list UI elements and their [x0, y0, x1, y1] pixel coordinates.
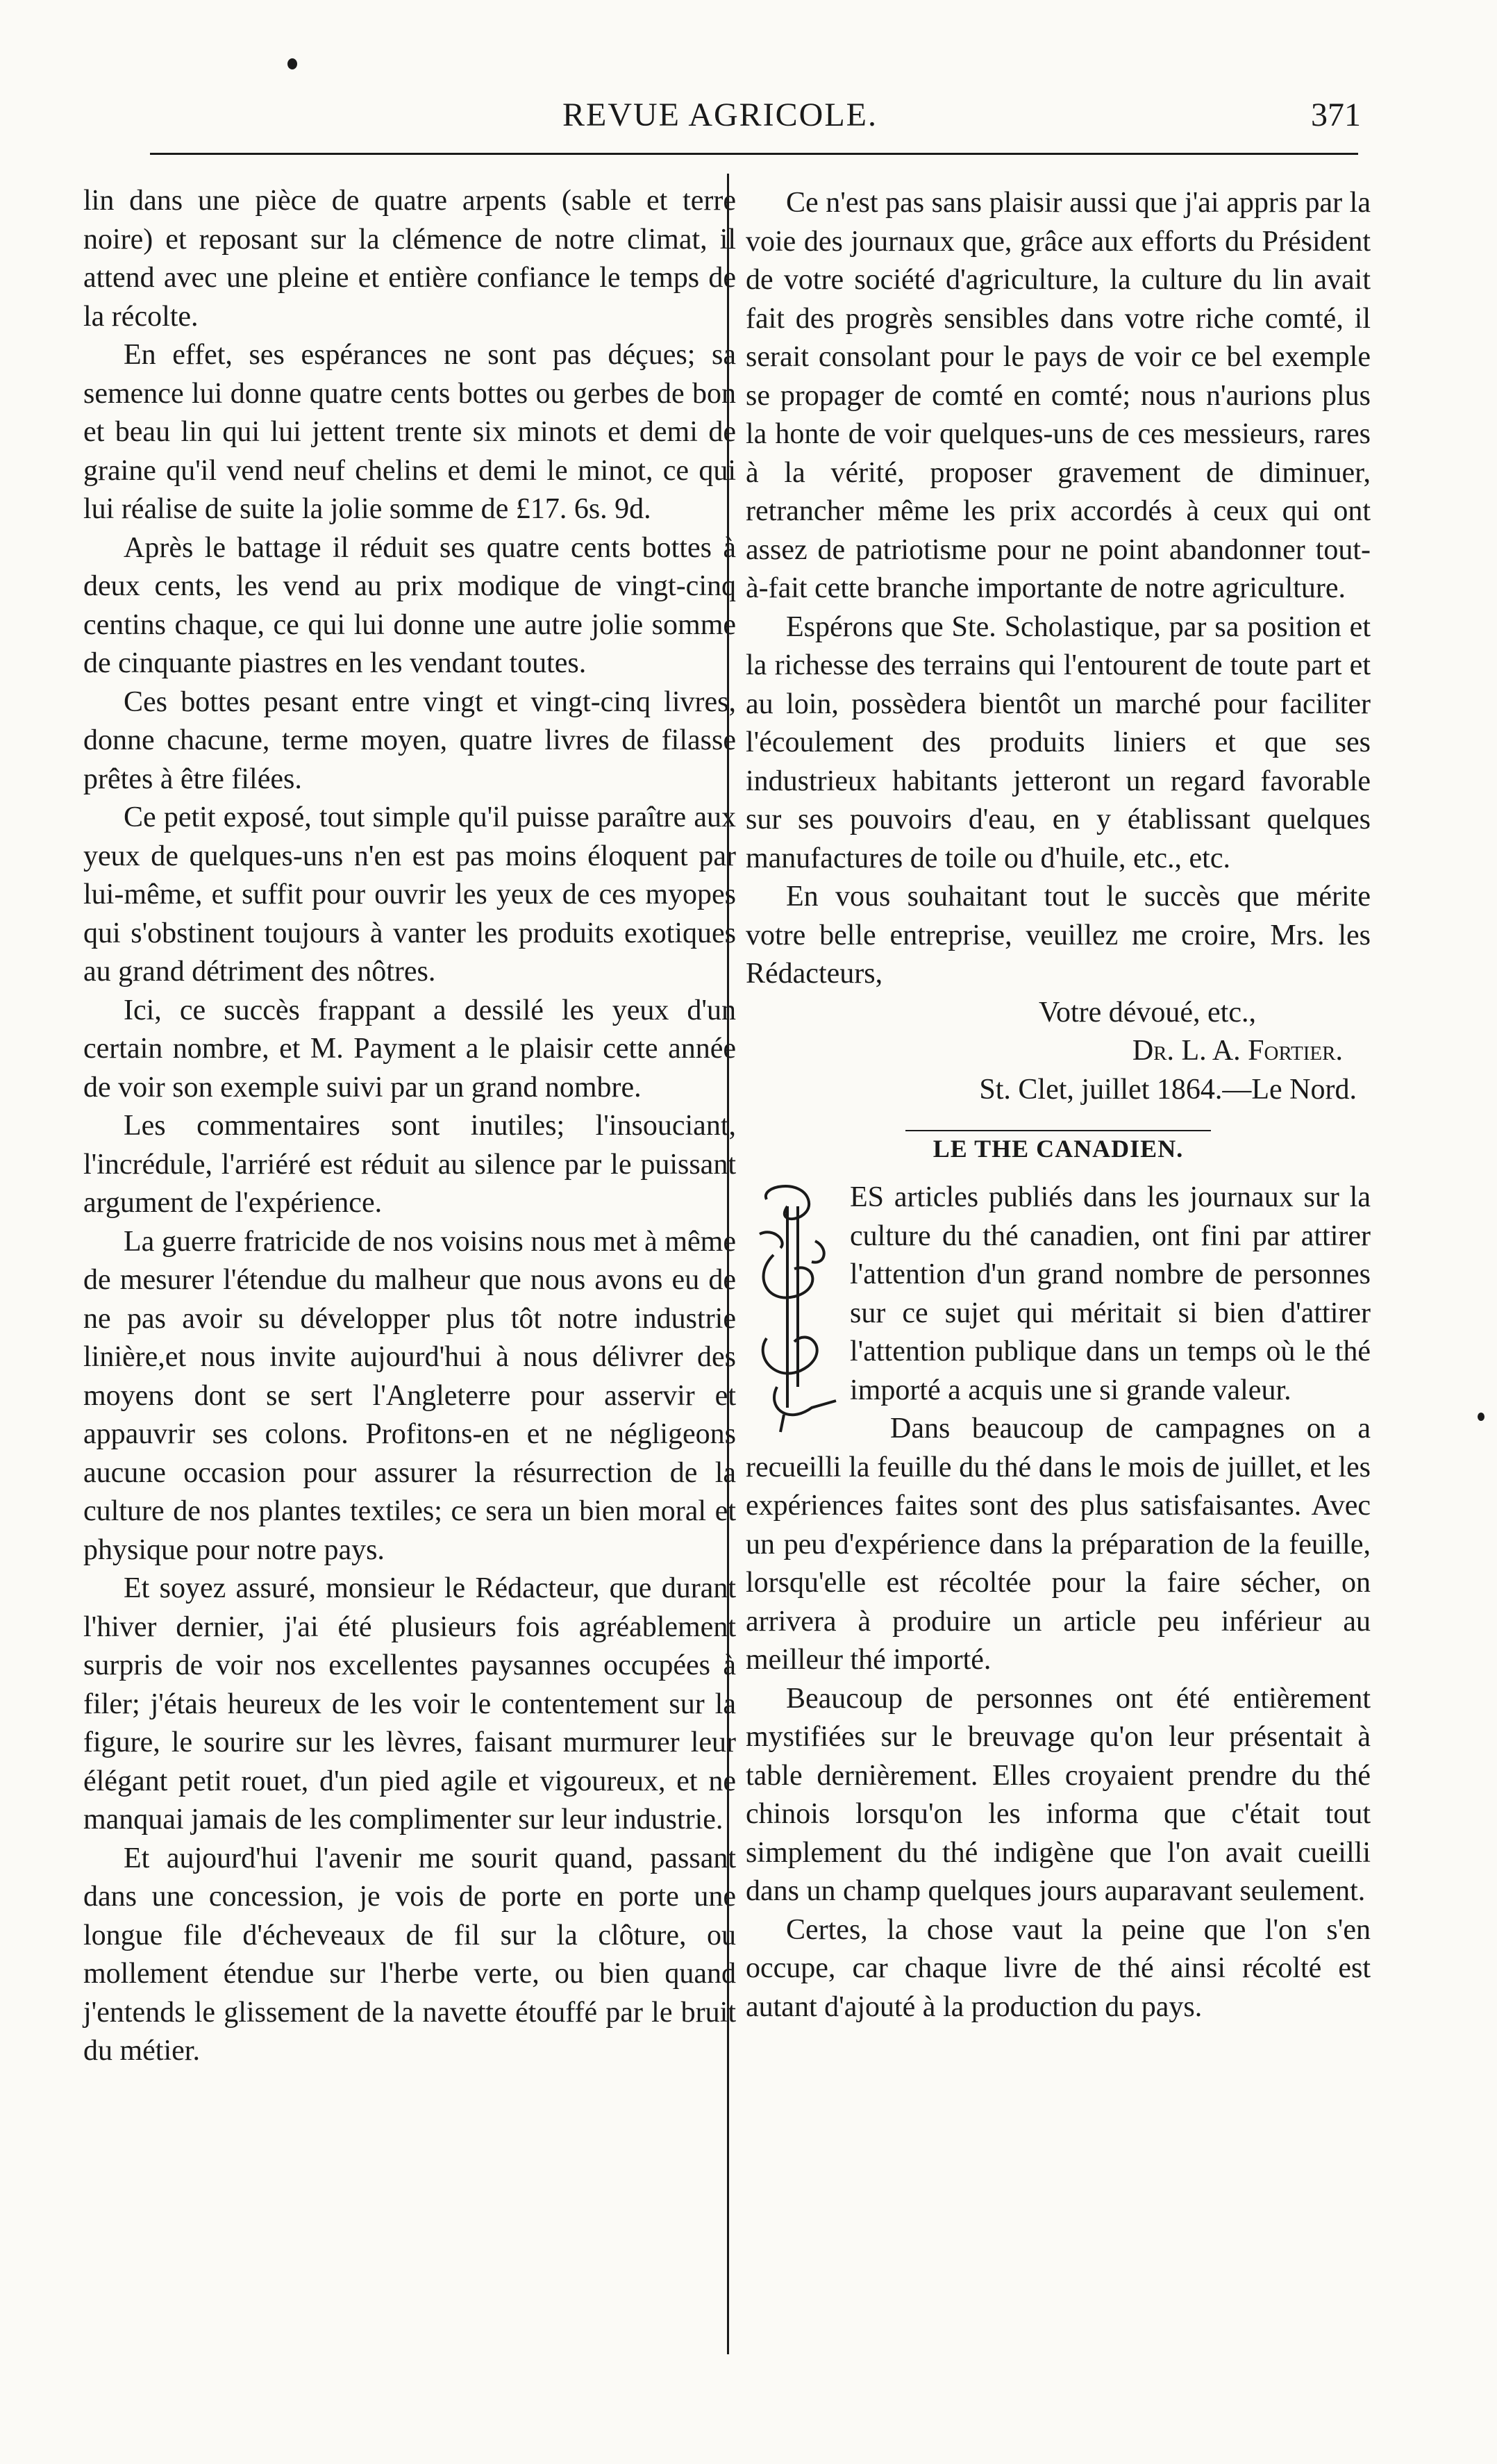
- article-title-block: [746, 1130, 1371, 1167]
- title-rule: [905, 1130, 1211, 1131]
- header-rule: [150, 153, 1358, 155]
- signature-place-date: St. Clet, juillet 1864.—Le Nord.: [979, 1073, 1357, 1106]
- signature-block: [746, 994, 1371, 1110]
- paragraph: La guerre fratricide de nos voisins nous met à même de mesurer l'étendue du malheur que nous avons eu de ne pas avoir su développer plus tôt notre industrie linière,et nous invite aujourd'hui à nous délivrer des moyens dont se sert l'Angleterre pour asservir et appauvrir ses colons. Profitons-en et ne négligeons aucune occasion pour assurer la résurrection de la culture de nos plantes textiles; ce sera un bien moral et physique pour notre pays.: [83, 1225, 736, 1566]
- paragraph: Et aujourd'hui l'avenir me sourit quand, passant dans une concession, je vois de porte en porte une longue file d'écheveaux de fil sur la clôture, ou mollement étendue sur l'herbe verte, ou bien quand j'entends le glissement de la navette étouffé par le bruit du métier.: [83, 1842, 736, 2067]
- paragraph: En effet, ses espérances ne sont pas déçues; sa semence lui donne quatre cents bottes ou gerbes de bon et beau lin qui lui jettent trente six minots et demi de graine qu'il vend neuf chelins et demi le minot, ce qui lui réalise de suite la jolie somme de £17. 6s. 9d.: [83, 339, 736, 525]
- article-title: LE THE CANADIEN.: [933, 1135, 1184, 1163]
- signature-name: Dr. L. A. Fortier.: [1132, 1035, 1343, 1067]
- paragraph: Ces bottes pesant entre vingt et vingt-cinq livres, donne chacune, terme moyen, quatre livres de filasse prêtes à être filées.: [83, 685, 736, 795]
- paragraph: Et soyez assuré, monsieur le Rédacteur, que durant l'hiver dernier, j'ai été plusieurs fois agréablement surpris de voir nos excellentes paysannes occupées à filer; j'étais heureux de les voir le contentement sur la figure, le sourire sur les lèvres, faisant murmurer leur élégant petit rouet, d'un pied agile et vigoureux, et ne manquai jamais de les complimenter sur leur industrie.: [83, 1572, 736, 1835]
- signature-closing: Votre dévoué, etc.,: [1039, 996, 1256, 1029]
- paragraph: ES articles publiés dans les journaux sur la culture du thé canadien, ont fini par attirer l'attention d'un grand nombre de personnes sur ce sujet qui méritait si bien d'attirer l'attention publique dans un temps où le thé importé a acquis une si grande valeur.: [850, 1181, 1371, 1406]
- paragraph: Certes, la chose vaut la peine que l'on s'en occupe, car chaque livre de thé ainsi récolté est autant d'ajouté à la production du pays.: [746, 1913, 1371, 2023]
- paragraph: Ici, ce succès frappant a dessilé les yeux d'un certain nombre, et M. Payment a le plaisir cette année de voir son exemple suivi par un grand nombre.: [83, 994, 736, 1104]
- paragraph: Espérons que Ste. Scholastique, par sa position et la richesse des terrains qui l'entourent de toute part et au loin, possèdera bientôt un marché pour faciliter l'écoulement des produits liniers et que ses industrieux habitants jetteront un regard favorable sur ses pouvoirs d'eau, en y établissant quelques manufactures de toile ou d'huile, etc., etc.: [746, 610, 1371, 874]
- paragraph: Ce n'est pas sans plaisir aussi que j'ai appris par la voie des journaux que, grâce aux efforts du Président de votre société d'agriculture, la culture du lin avait fait des progrès sensibles dans votre riche comté, il serait consolant pour le pays de voir ce bel exemple se propager de comté en comté; nous n'aurions plus la honte de voir quelques-uns de ces messieurs, rares à la vérité, proposer gravement de diminuer, retrancher même les prix accordés à ceux qui ont assez de patriotisme pour ne point abandonner tout-à-fait cette branche importante de notre agriculture.: [746, 187, 1371, 604]
- running-head: REVUE AGRICOLE.: [562, 97, 878, 133]
- paragraph: Ce petit exposé, tout simple qu'il puisse paraître aux yeux de quelques-uns n'en est pas moins éloquent par lui-même, et suffit pour ouvrir les yeux de ces myopes qui s'obstinent toujours à vanter les produits exotiques au grand détriment des nôtres.: [83, 801, 736, 988]
- paragraph: Beaucoup de personnes ont été entièrement mystifiées sur le breuvage qu'on leur présentait à table dernièrement. Elles croyaient prendre du thé chinois lorsqu'on les informa que c'était tout simplement du thé indigène que l'on avait cueilli dans un champ quelques jours auparavant seulement.: [746, 1682, 1371, 1907]
- ornamental-initial-l-icon: [746, 1179, 843, 1435]
- left-column: [83, 182, 736, 2071]
- paragraph: lin dans une pièce de quatre arpents (sable et terre noire) et reposant sur la clémence de notre climat, il attend avec une pleine et entière confiance le temps de la récolte.: [83, 185, 736, 333]
- paragraph: Après le battage il réduit ses quatre cents bottes à deux cents, les vend au prix modique de vingt-cinq centins chaque, ce qui lui donne une autre jolie somme de cinquante piastres en les vendant toutes.: [83, 531, 736, 679]
- ink-dot: [287, 58, 297, 69]
- article-opening: [746, 1179, 1371, 1410]
- paragraph: Dans beaucoup de campagnes on a recueilli la feuille du thé dans le mois de juillet, et les expériences faites sont des plus satisfaisantes. Avec un peu d'expérience dans la préparation de la feuille, lorsqu'elle est récoltée pour la faire sécher, on arrivera à produire un article peu inférieur au meilleur thé importé.: [746, 1413, 1371, 1676]
- paragraph: En vous souhaitant tout le succès que mérite votre belle entreprise, veuillez me croire, Mrs. les Rédacteurs,: [746, 881, 1371, 990]
- page-number: 371: [1311, 97, 1361, 133]
- paragraph: Les commentaires sont inutiles; l'insouciant, l'incrédule, l'arriéré est réduit au silence par le puissant argument de l'expérience.: [83, 1110, 736, 1219]
- right-column: [746, 184, 1371, 2026]
- ink-dot: [1478, 1413, 1485, 1421]
